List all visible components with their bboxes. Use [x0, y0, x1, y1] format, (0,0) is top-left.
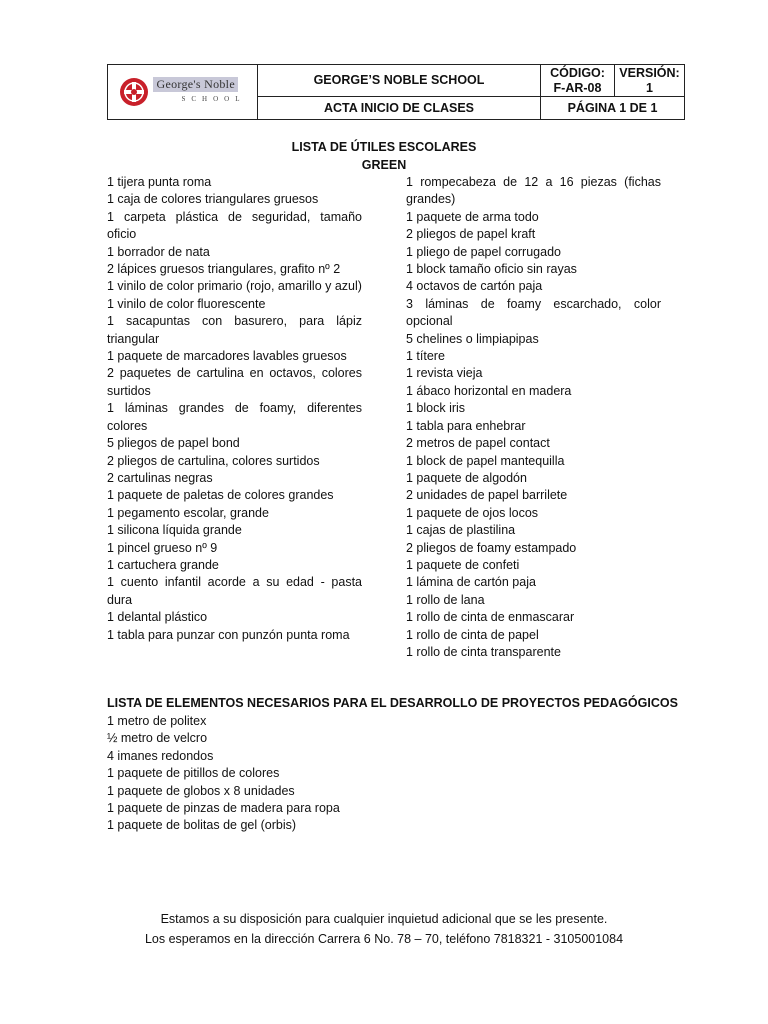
list-item: 1 cartuchera grande: [107, 557, 219, 572]
list-title: LISTA DE ÚTILES ESCOLARES: [291, 140, 477, 154]
list-item: 1 rollo de lana: [406, 592, 485, 607]
code-cell: [541, 65, 615, 97]
list-item: 3 láminas de foamy escarchado, color opcional: [406, 296, 661, 329]
list-item: 1 paquete de bolitas de gel (orbis): [107, 818, 297, 833]
list-item: 2 pliegos de papel kraft: [406, 227, 536, 242]
school-crest-icon: [119, 77, 149, 107]
list-item: 1 tijera punta roma: [107, 175, 212, 189]
list-item: 1 block de papel mantequilla: [406, 453, 565, 468]
list-item: 1 paquete de marcadores lavables gruesos: [107, 349, 347, 364]
list-item: 2 cartulinas negras: [107, 470, 213, 485]
list-item: 1 láminas grandes de foamy, diferentes colores: [107, 401, 362, 433]
list-item: 1 rompecabeza de 12 a 16 piezas (fichas grandes): [406, 175, 661, 207]
header-table: [107, 64, 685, 120]
list-item: 1 paquete de pinzas de madera para ropa: [107, 801, 340, 816]
document-title: ACTA INICIO DE CLASES: [258, 97, 541, 119]
list-item: 2 pliegos de cartulina, colores surtidos: [107, 453, 320, 468]
list-item: 5 chelines o limpiapipas: [406, 331, 539, 346]
list-item: 1 pegamento escolar, grande: [107, 505, 269, 520]
list-item: 1 vinilo de color primario (rojo, amarillo y azul): [107, 279, 362, 294]
version-cell: [615, 65, 684, 97]
page-number: PÁGINA 1 DE 1: [567, 100, 658, 115]
list-item: 1 rollo de cinta transparente: [406, 644, 561, 659]
list-item: 2 lápices gruesos triangulares, grafito nº 2: [107, 262, 341, 277]
list-item: 1 carpeta plástica de seguridad, tamaño oficio: [107, 209, 362, 242]
list-item: 2 unidades de papel barrilete: [406, 488, 568, 503]
list-item: 2 metros de papel contact: [406, 436, 550, 451]
list-item: ½ metro de velcro: [107, 731, 208, 746]
logo-name-text: George's Noble: [153, 77, 237, 92]
list-item: 1 pliego de papel corrugado: [406, 244, 561, 259]
list-item: 1 títere: [406, 349, 445, 364]
list-item: 1 silicona líquida grande: [107, 523, 242, 538]
list-item: 5 pliegos de papel bond: [107, 436, 240, 451]
grade-title: GREEN: [361, 158, 407, 172]
logo-cell: [108, 65, 258, 119]
code-value: F-AR-08: [553, 80, 602, 95]
version-value: 1: [646, 80, 653, 95]
projects-list: [107, 713, 340, 835]
code-label: CÓDIGO:: [550, 65, 605, 80]
list-item: 1 sacapuntas con basurero, para lápiz triangular: [107, 314, 362, 346]
supplies-left-column: [107, 174, 362, 644]
list-item: 4 imanes redondos: [107, 748, 214, 763]
list-item: 1 lámina de cartón paja: [406, 575, 536, 590]
list-item: 1 revista vieja: [406, 366, 483, 381]
list-item: 1 caja de colores triangulares gruesos: [107, 192, 319, 207]
list-item: 1 cuento infantil acorde a su edad - pasta dura: [107, 575, 362, 607]
footer-line-2: Los esperamos en la dirección Carrera 6 No. 78 – 70, teléfono 7818321 - 3105001084: [144, 932, 624, 946]
projects-title: LISTA DE ELEMENTOS NECESARIOS PARA EL DESARROLLO DE PROYECTOS PEDAGÓGICOS: [107, 696, 678, 710]
list-item: 1 paquete de pitillos de colores: [107, 766, 280, 781]
footer-line-1: Estamos a su disposición para cualquier inquietud adicional que se les presente.: [160, 912, 608, 926]
list-item: 1 borrador de nata: [107, 244, 210, 259]
list-item: 1 block iris: [406, 401, 466, 416]
version-label: VERSIÓN:: [619, 65, 680, 80]
list-item: 1 paquete de ojos locos: [406, 505, 539, 520]
school-name: GEORGE’S NOBLE SCHOOL: [258, 65, 541, 97]
list-item: 1 paquete de paletas de colores grandes: [107, 488, 334, 503]
list-item: 4 octavos de cartón paja: [406, 279, 543, 294]
list-item: 1 tabla para enhebrar: [406, 418, 526, 433]
list-item: 1 metro de politex: [107, 714, 207, 728]
list-item: 1 tabla para punzar con punzón punta roma: [107, 627, 350, 642]
list-item: 1 paquete de confeti: [406, 557, 520, 572]
list-item: 1 paquete de algodón: [406, 470, 527, 485]
logo-sub-text: SCHOOL: [181, 95, 246, 103]
list-item: 1 paquete de arma todo: [406, 209, 539, 224]
list-item: 1 block tamaño oficio sin rayas: [406, 262, 577, 277]
list-item: 1 paquete de globos x 8 unidades: [107, 783, 295, 798]
list-item: 1 ábaco horizontal en madera: [406, 383, 572, 398]
list-item: 1 rollo de cinta de enmascarar: [406, 610, 575, 625]
list-item: 1 delantal plástico: [107, 610, 208, 625]
list-item: 1 cajas de plastilina: [406, 523, 516, 538]
supplies-right-column: [406, 174, 661, 661]
list-item: 2 pliegos de foamy estampado: [406, 540, 577, 555]
school-logo: [119, 77, 245, 107]
list-item: 2 paquetes de cartulina en octavos, colores surtidos: [107, 366, 362, 398]
list-item: 1 pincel grueso nº 9: [107, 540, 218, 555]
list-item: 1 vinilo de color fluorescente: [107, 296, 266, 311]
list-item: 1 rollo de cinta de papel: [406, 627, 539, 642]
